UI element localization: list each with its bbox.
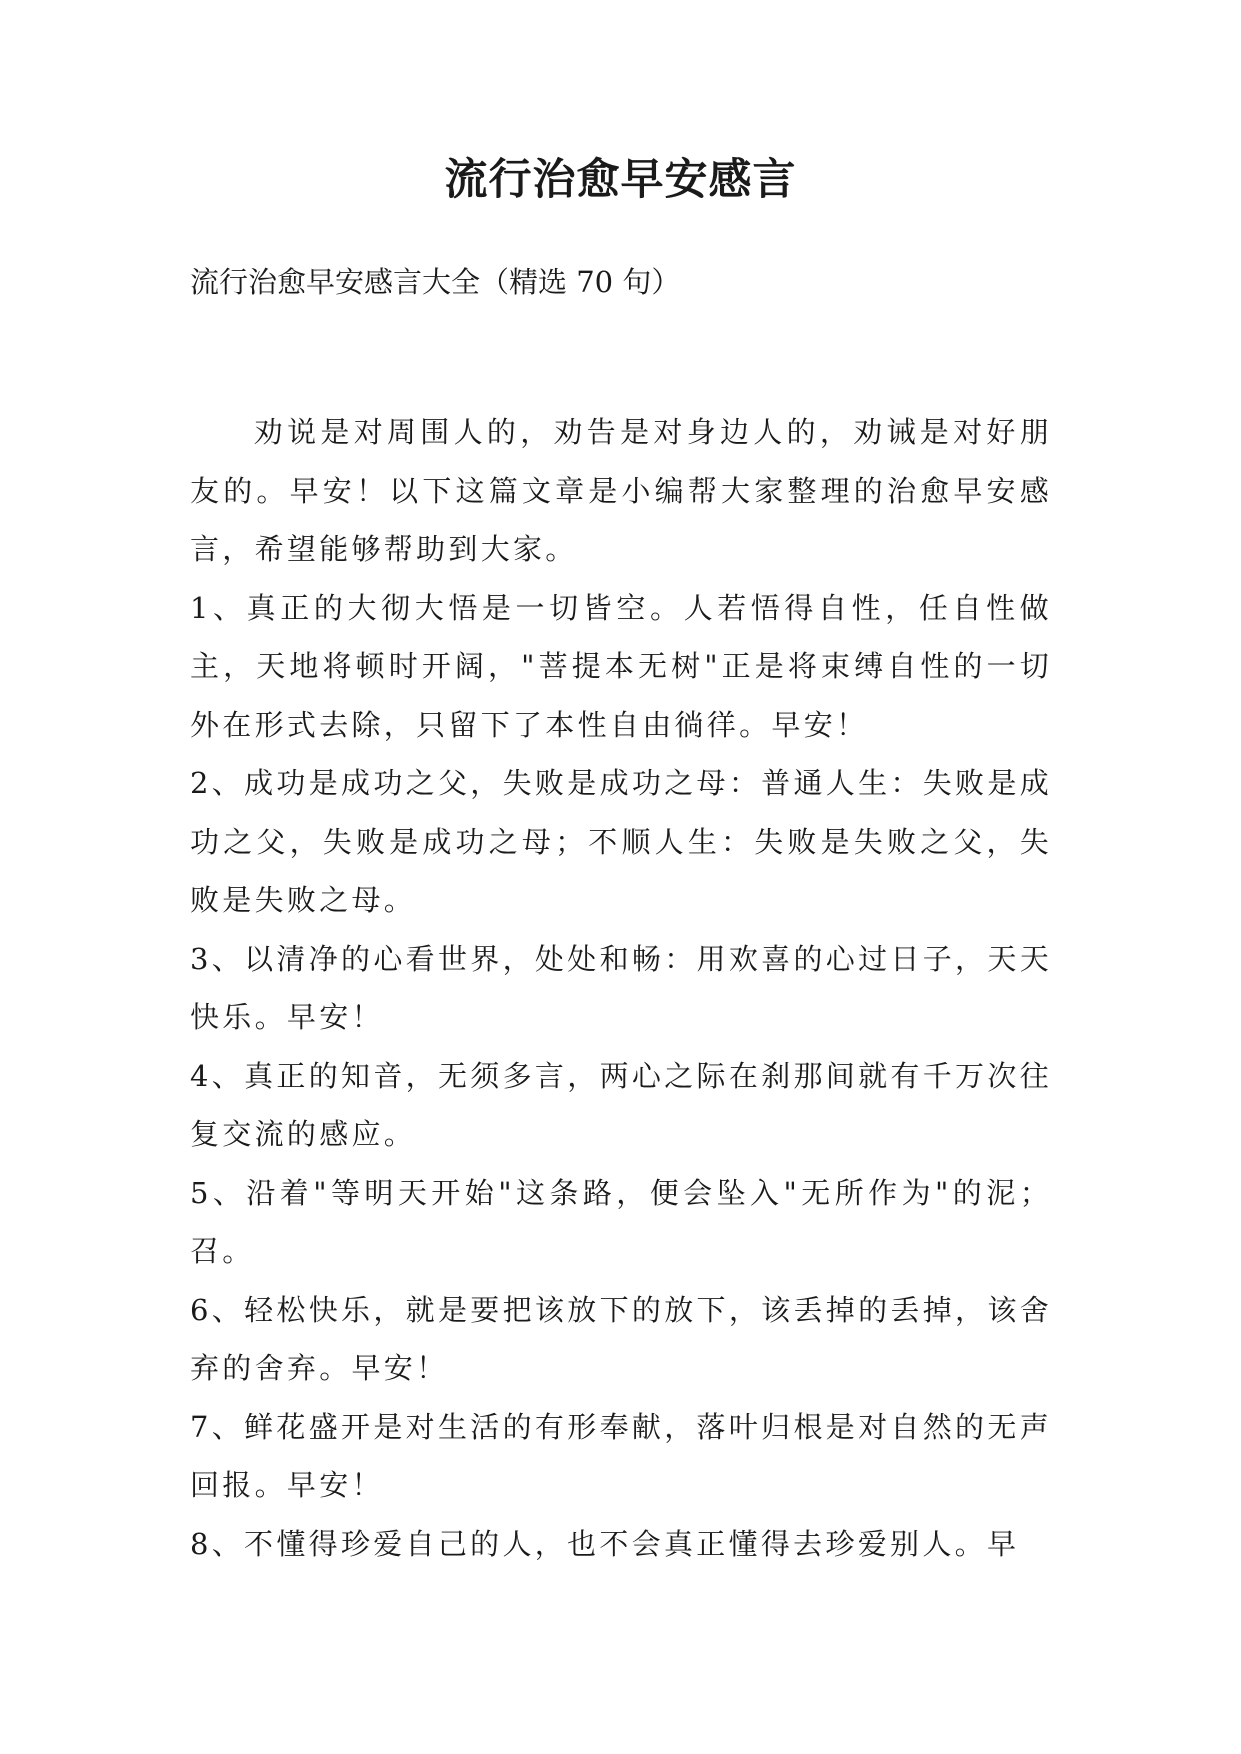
list-item: 4、真正的知音，无须多言，两心之际在刹那间就有千万次往复交流的感应。 (190, 1058, 1052, 1151)
list-item: 8、不懂得珍爱自己的人，也不会真正懂得去珍爱别人。早 (190, 1526, 1020, 1561)
list-item: 7、鲜花盛开是对生活的有形奉献，落叶归根是对自然的无声回报。早安！ (190, 1409, 1052, 1502)
list-item: 5、沿着"等明天开始"这条路，便会坠入"无所作为"的泥；召。 (190, 1175, 1052, 1268)
list-item: 6、轻松快乐，就是要把该放下的放下，该丢掉的丢掉，该舍弃的舍弃。早安！ (190, 1292, 1052, 1385)
list-item: 1、真正的大彻大悟是一切皆空。人若悟得自性，任自性做主，天地将顿时开阔，"菩提本无树"正是将束缚自性的一切外在形式去除，只留下了本性自由徜徉。早安！ (190, 590, 1052, 742)
page-title: 流行治愈早安感言 (444, 155, 797, 205)
intro-paragraph: 劝说是对周围人的，劝告是对身边人的，劝诫是对好朋友的。早安！以下这篇文章是小编帮大家整理的治愈早安感言，希望能够帮助到大家。 (190, 415, 1052, 566)
document-body (190, 403, 1052, 1573)
document-subtitle: 流行治愈早安感言大全（精选 70 句） (190, 265, 681, 299)
list-item: 2、成功是成功之父，失败是成功之母：普通人生：失败是成功之父，失败是成功之母；不顺人生：失败是失败之父，失败是失败之母。 (190, 766, 1052, 917)
list-item: 3、以清净的心看世界，处处和畅：用欢喜的心过日子，天天快乐。早安！ (190, 941, 1052, 1034)
